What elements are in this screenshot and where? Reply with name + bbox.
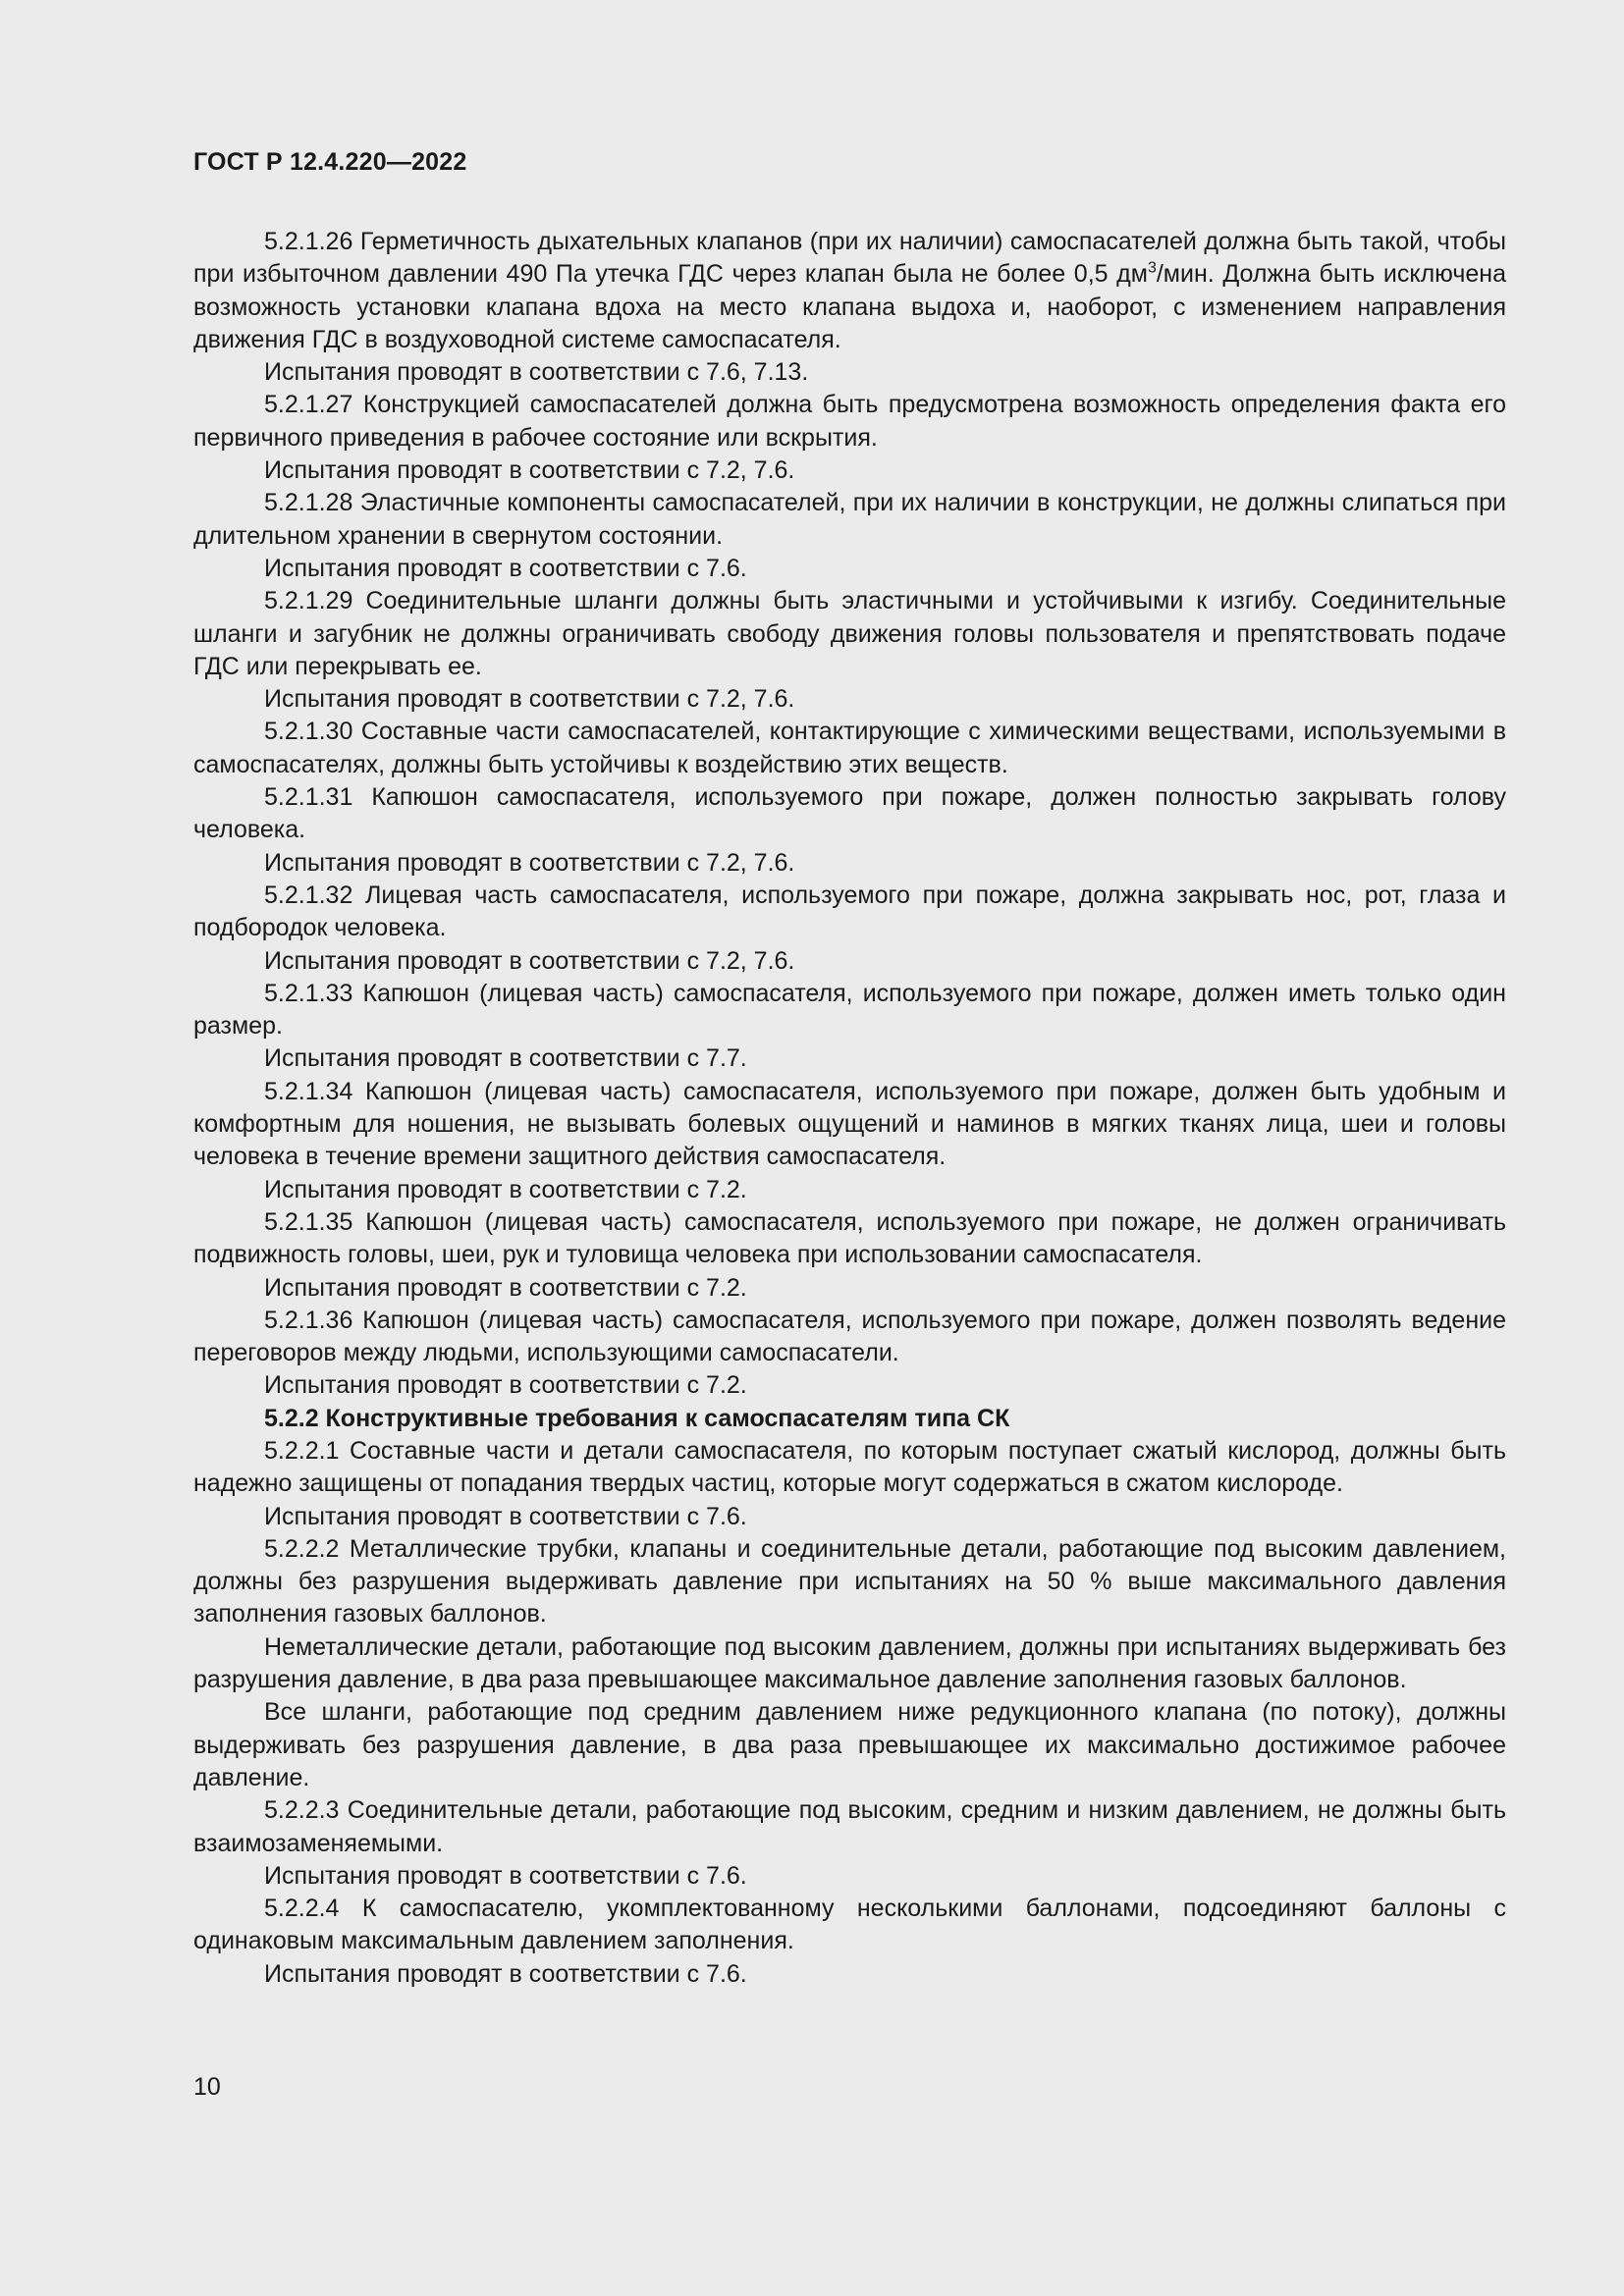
paragraph: Испытания проводят в соответствии с 7.2. — [264, 1371, 747, 1400]
section-heading-5-2-2: 5.2.2 Конструктивные требования к самоспасателям типа СК — [264, 1404, 1010, 1432]
paragraph: Испытания проводят в соответствии с 7.6. — [264, 1959, 747, 1988]
paragraph: 5.2.1.29 Соединительные шланги должны быть эластичными и устойчивыми к изгибу. Соединительные шланги и загубник не должны ограничивать свободу движения головы пользователя и препятствовать подаче ГДС или перекрывать ее. — [193, 587, 1506, 680]
paragraph: Испытания проводят в соответствии с 7.2, 7.6. — [264, 848, 795, 877]
paragraph: Испытания проводят в соответствии с 7.6. — [264, 554, 747, 582]
paragraph: 5.2.1.33 Капюшон (лицевая часть) самоспасателя, используемого при пожаре, должен иметь только один размер. — [193, 979, 1506, 1041]
page-number: 10 — [193, 2073, 221, 2101]
document-code-header: ГОСТ Р 12.4.220—2022 — [193, 148, 467, 176]
paragraph: 5.2.2.2 Металлические трубки, клапаны и соединительные детали, работающие под высоким давлением, должны без разрушения выдерживать давление при испытаниях на 50 % выше максимального давления заполнения газовых баллонов. — [193, 1534, 1506, 1629]
paragraph: Испытания проводят в соответствии с 7.2. — [264, 1273, 747, 1302]
paragraph: 5.2.1.28 Эластичные компоненты самоспасателей, при их наличии в конструкции, не должны слипаться при длительном хранении в свернутом состоянии. — [193, 489, 1506, 550]
paragraph: 5.2.2.3 Соединительные детали, работающие под высоким, средним и низким давлением, не должны быть взаимозаменяемыми. — [193, 1796, 1506, 1857]
paragraph: Испытания проводят в соответствии с 7.2, 7.6. — [264, 685, 795, 714]
paragraph: Испытания проводят в соответствии с 7.2. — [264, 1175, 747, 1203]
document-body — [193, 226, 1506, 1991]
paragraph: Испытания проводят в соответствии с 7.2, 7.6. — [264, 456, 795, 485]
paragraph: Испытания проводят в соответствии с 7.7. — [264, 1044, 747, 1073]
paragraph: 5.2.1.27 Конструкцией самоспасателей должна быть предусмотрена возможность определения факта его первичного приведения в рабочее состояние или вскрытия. — [193, 391, 1506, 452]
paragraph-5-2-1-26 — [193, 226, 1506, 356]
paragraph: 5.2.2.4 К самоспасателю, укомплектованному несколькими баллонами, подсоединяют баллоны с одинаковым максимальным давлением заполнения. — [193, 1895, 1506, 1955]
paragraph: 5.2.1.34 Капюшон (лицевая часть) самоспасателя, используемого при пожаре, должен быть удобным и комфортным для ношения, не вызывать болевых ощущений и наминов в мягких тканях лица, шеи и головы человека в течение времени защитного действия самоспасателя. — [193, 1077, 1506, 1171]
paragraph: Испытания проводят в соответствии с 7.6. — [264, 1861, 747, 1890]
paragraph: Испытания проводят в соответствии с 7.2, 7.6. — [264, 946, 795, 975]
paragraph-text: 5.2.1.26 Герметичность дыхательных клапанов (при их наличии) самоспасателей должна быть такой, чтобы при избыточном давлении 490 Па утечка ГДС через клапан была не более 0,5 дм — [193, 228, 1506, 289]
paragraph: Испытания проводят в соответствии с 7.6. — [264, 1502, 747, 1530]
paragraph: 5.2.1.31 Капюшон самоспасателя, используемого при пожаре, должен полностью закрывать голову человека. — [193, 783, 1506, 844]
paragraph-text: /мин. Должна быть исключена возможность установки клапана вдоха на место клапана выдоха и, наоборот, с изменением направления движения ГДС в воздуховодной системе самоспасателя. — [193, 260, 1507, 353]
paragraph: Неметаллические детали, работающие под высоким давлением, должны при испытаниях выдерживать без разрушения давление, в два раза превышающее максимальное давление заполнения газовых баллонов. — [193, 1632, 1506, 1694]
paragraph: 5.2.2.1 Составные части и детали самоспасателя, по которым поступает сжатый кислород, должны быть надежно защищены от попадания твердых частиц, которые могут содержаться в сжатом кислороде. — [193, 1436, 1506, 1498]
paragraph: 5.2.1.36 Капюшон (лицевая часть) самоспасателя, используемого при пожаре, должен позволять ведение переговоров между людьми, использующими самоспасатели. — [193, 1306, 1506, 1367]
paragraph: 5.2.1.35 Капюшон (лицевая часть) самоспасателя, используемого при пожаре, не должен ограничивать подвижность головы, шеи, рук и туловища человека при использовании самоспасателя. — [193, 1207, 1506, 1269]
paragraph: 5.2.1.32 Лицевая часть самоспасателя, используемого при пожаре, должна закрывать нос, рот, глаза и подбородок человека. — [193, 881, 1506, 942]
paragraph: Все шланги, работающие под средним давлением ниже редукционного клапана (по потоку), должны выдерживать без разрушения давление, в два раза превышающее их максимально достижимое рабочее давление. — [193, 1698, 1506, 1791]
superscript: 3 — [1147, 259, 1157, 277]
paragraph: 5.2.1.30 Составные части самоспасателей, контактирующие с химическими веществами, используемыми в самоспасателях, должны быть устойчивы к воздействию этих веществ. — [193, 718, 1506, 778]
paragraph: Испытания проводят в соответствии с 7.6, 7.13. — [264, 358, 809, 387]
